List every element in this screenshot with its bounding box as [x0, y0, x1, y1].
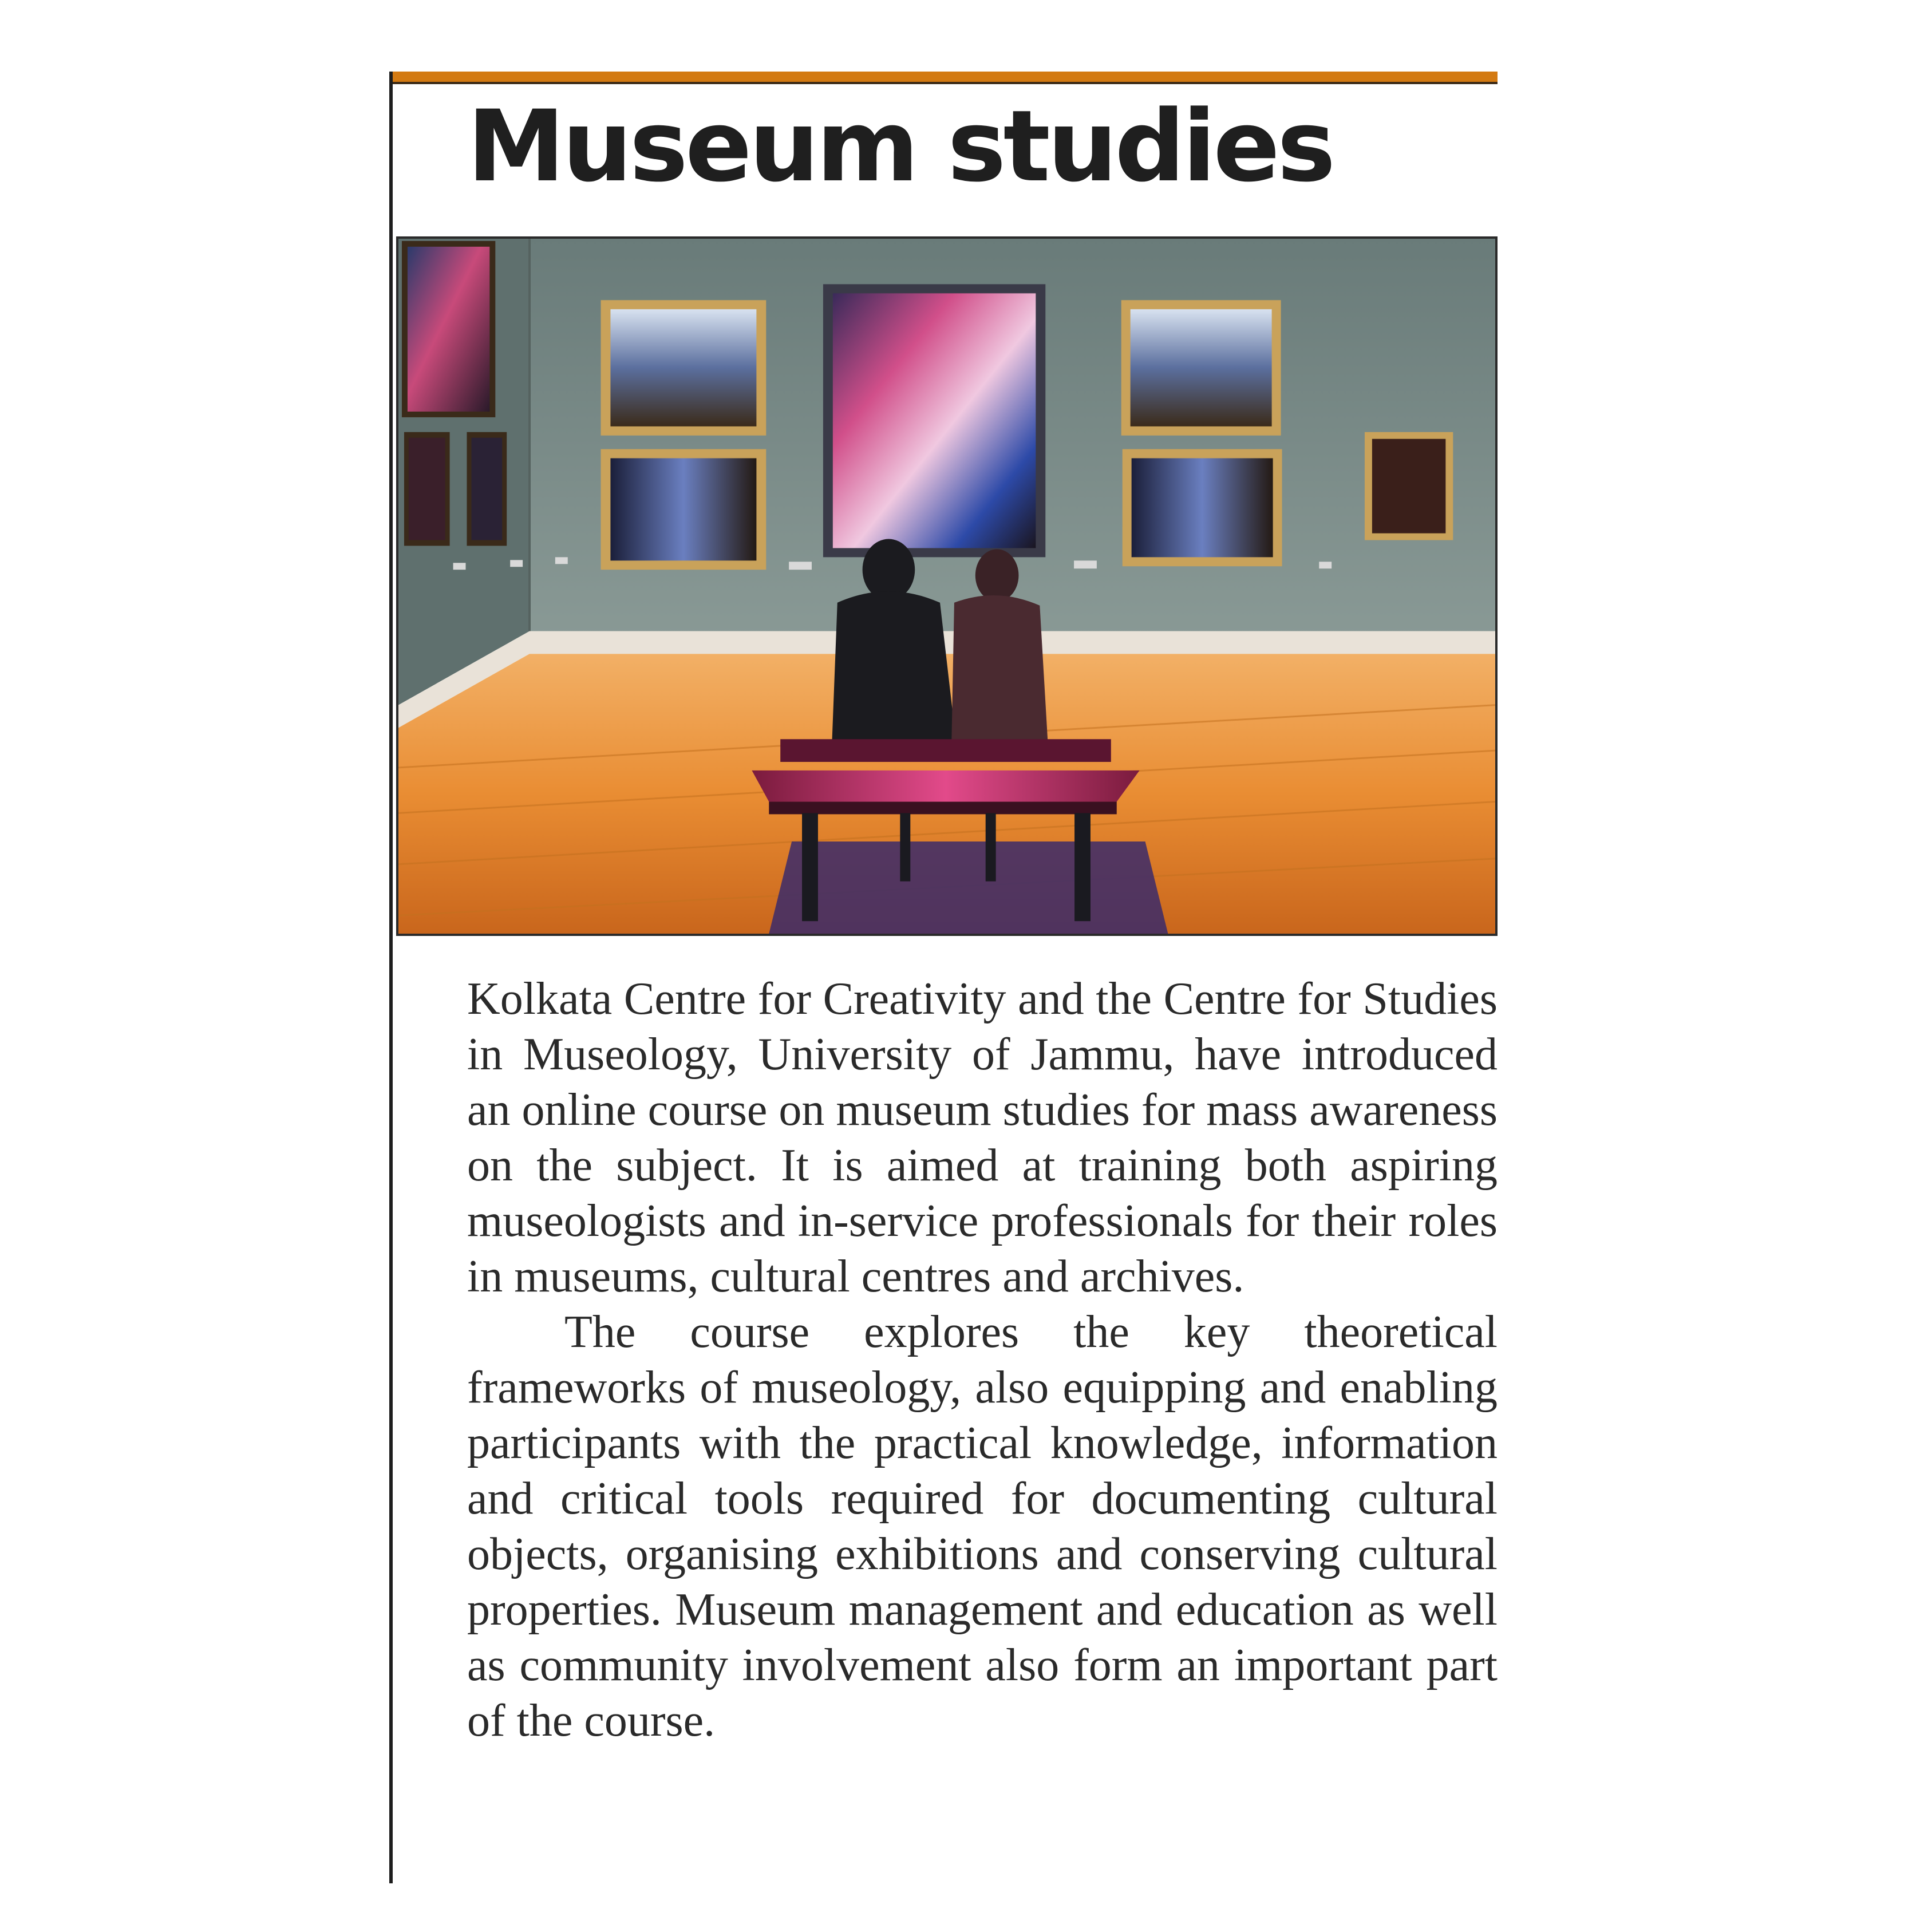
article-body	[467, 971, 1498, 1749]
news-clipping	[389, 72, 1498, 1883]
paragraph-2: The course explores the key theoretical frameworks of museology, also equipping and enabling participants with the practical knowledge, information and critical tools required for documenting cultural objects, organising exhibitions and conserving cultural properties. Museum management and education as well as community involvement also form an important part of the course.	[467, 1307, 1498, 1746]
gallery-illustration	[398, 239, 1495, 934]
gallery-photo	[396, 236, 1498, 936]
top-accent-rule	[393, 72, 1498, 84]
paragraph-1: Kolkata Centre for Creativity and the Centre for Studies in Museology, University of Jammu, have introduced an online course on museum studies for mass awareness on the subject. It is aimed at training both aspiring museologists and in-service professionals for their roles in museums, cultural centres and archives.	[467, 974, 1498, 1302]
headline: Museum studies	[467, 89, 1333, 204]
